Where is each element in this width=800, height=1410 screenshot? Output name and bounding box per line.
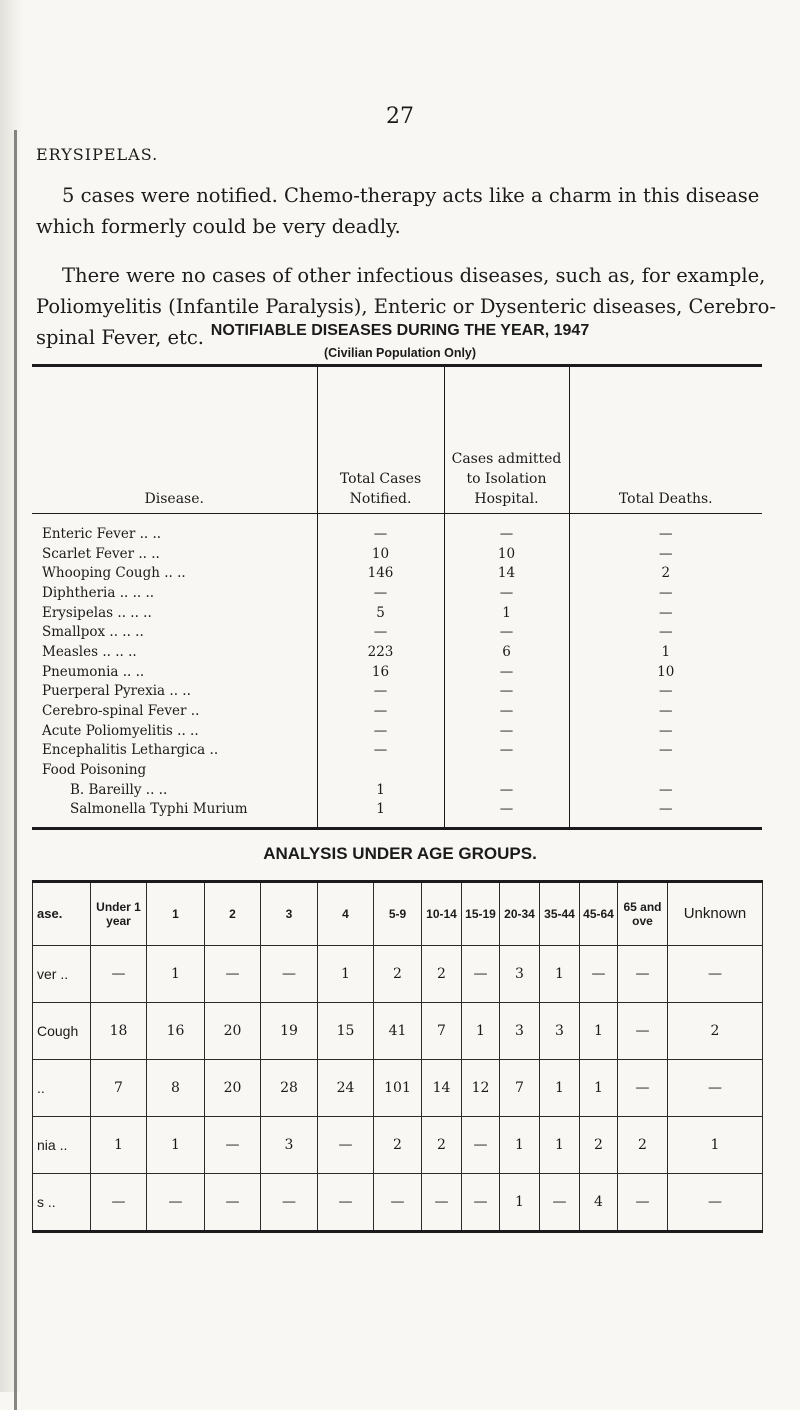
age-count-cell: — [318, 1174, 374, 1232]
age-count-cell: 12 [462, 1060, 500, 1117]
cell-admitted: — [444, 721, 569, 741]
cell-notified: 1 [317, 800, 444, 829]
disease-fragment-cell: ver .. [33, 946, 91, 1003]
age-col-header: 65 and ove [618, 882, 668, 946]
table-row [33, 1174, 763, 1232]
age-count-cell: 1 [540, 1060, 580, 1117]
leader-dots: .. .. [141, 781, 168, 798]
disease-name: Measles [42, 643, 99, 660]
age-count-cell: 15 [318, 1003, 374, 1060]
disease-name-cell [32, 622, 317, 642]
age-count-cell: — [668, 946, 763, 1003]
age-count-cell: 14 [422, 1060, 462, 1117]
cell-admitted: — [444, 622, 569, 642]
table-row [33, 946, 763, 1003]
cell-notified: — [317, 622, 444, 642]
notifiable-table-subtitle: (Civilian Population Only) [323, 346, 477, 360]
leader-dots: .. .. [118, 663, 145, 680]
table-row [32, 682, 762, 702]
leader-dots: .. [186, 703, 200, 720]
table-row [32, 544, 762, 564]
disease-name-cell [32, 514, 317, 544]
age-count-cell: 1 [668, 1117, 763, 1174]
age-col-header: 45-64 [580, 882, 618, 946]
age-count-cell: 2 [374, 1117, 422, 1174]
cell-deaths: — [569, 800, 762, 829]
disease-name: Whooping Cough [42, 565, 160, 582]
age-count-cell: 20 [205, 1060, 261, 1117]
col-header-total-cases: Total Cases Notified. [317, 366, 444, 514]
age-count-cell: — [462, 1117, 500, 1174]
table-row [32, 721, 762, 741]
age-col-header: Under 1 year [91, 882, 147, 946]
age-col-header: 20-34 [500, 882, 540, 946]
age-count-cell: 2 [374, 946, 422, 1003]
cell-admitted: — [444, 662, 569, 682]
col-header-deaths: Total Deaths. [569, 366, 762, 514]
section-heading: ERYSIPELAS. [36, 145, 159, 164]
disease-name: Diphtheria .. [42, 584, 129, 601]
leader-dots: .. .. [128, 584, 155, 601]
cell-deaths: — [569, 583, 762, 603]
col-header-admitted: Cases admitted to Isolation Hospital. [444, 366, 569, 514]
disease-name-cell [32, 760, 317, 780]
age-col-header: 35-44 [540, 882, 580, 946]
age-count-cell: — [618, 1174, 668, 1232]
age-count-cell: 101 [374, 1060, 422, 1117]
age-count-cell: 3 [261, 1117, 318, 1174]
cell-notified: 5 [317, 603, 444, 623]
cell-admitted [444, 760, 569, 780]
age-count-cell: 2 [422, 946, 462, 1003]
age-count-cell: — [668, 1174, 763, 1232]
age-count-cell: 7 [422, 1003, 462, 1060]
age-count-cell: 1 [147, 1117, 205, 1174]
age-col-header: 15-19 [462, 882, 500, 946]
table-row [32, 800, 762, 829]
disease-name: Encephalitis Lethargica [42, 742, 206, 759]
disease-name-cell [32, 544, 317, 564]
cell-notified: — [317, 514, 444, 544]
cell-deaths: — [569, 721, 762, 741]
age-count-cell: 3 [500, 1003, 540, 1060]
disease-name: Scarlet Fever [42, 545, 135, 562]
leader-dots: .. .. [134, 545, 160, 562]
cell-deaths [569, 760, 762, 780]
age-count-cell: — [618, 1060, 668, 1117]
cell-notified: — [317, 741, 444, 761]
age-count-cell: 1 [462, 1003, 500, 1060]
age-count-cell: 1 [500, 1174, 540, 1232]
cell-admitted: — [444, 741, 569, 761]
leader-dots: .. .. [135, 525, 162, 542]
disease-name: Food Poisoning [42, 762, 147, 779]
leader-dots: .. .. .. [98, 643, 137, 660]
cell-notified: 16 [317, 662, 444, 682]
disease-name-cell [32, 800, 317, 829]
disease-name: B. Bareilly [70, 781, 142, 798]
disease-name-cell [32, 662, 317, 682]
table-row [32, 642, 762, 662]
age-count-cell: 1 [318, 946, 374, 1003]
col-header-disease: Disease. [32, 366, 317, 514]
age-count-cell: 16 [147, 1003, 205, 1060]
age-count-cell: 4 [580, 1174, 618, 1232]
table-row [33, 1060, 763, 1117]
age-count-cell: — [618, 946, 668, 1003]
table-header-row [33, 882, 763, 946]
age-table-title: ANALYSIS UNDER AGE GROUPS. [263, 844, 537, 863]
cell-admitted: 1 [444, 603, 569, 623]
age-col-header: 10-14 [422, 882, 462, 946]
disease-name-cell [32, 741, 317, 761]
disease-name-cell [32, 701, 317, 721]
cell-admitted: — [444, 514, 569, 544]
age-count-cell: — [205, 1174, 261, 1232]
cell-deaths: — [569, 741, 762, 761]
cell-deaths: — [569, 682, 762, 702]
leader-dots: .. .. [165, 683, 191, 700]
age-count-cell: 1 [540, 946, 580, 1003]
cell-admitted: 14 [444, 563, 569, 583]
age-groups-table [32, 880, 763, 1233]
age-count-cell: — [91, 1174, 147, 1232]
cell-deaths: — [569, 603, 762, 623]
table-row [32, 701, 762, 721]
age-count-cell: 24 [318, 1060, 374, 1117]
cell-deaths: — [569, 622, 762, 642]
age-count-cell: 1 [91, 1117, 147, 1174]
age-count-cell: — [462, 1174, 500, 1232]
cell-admitted: — [444, 780, 569, 800]
disease-name-cell [32, 583, 317, 603]
cell-deaths: 2 [569, 563, 762, 583]
age-col-header: Unknown [668, 882, 763, 946]
age-count-cell: — [147, 1174, 205, 1232]
age-col-header: 3 [261, 882, 318, 946]
cell-notified: — [317, 583, 444, 603]
age-count-cell: 3 [500, 946, 540, 1003]
table-row [32, 583, 762, 603]
age-count-cell: 3 [540, 1003, 580, 1060]
age-count-cell: 41 [374, 1003, 422, 1060]
table-row [32, 622, 762, 642]
cell-admitted: — [444, 583, 569, 603]
leader-dots: .. .. [125, 604, 152, 621]
age-count-cell: 28 [261, 1060, 318, 1117]
age-count-cell: 1 [147, 946, 205, 1003]
disease-name-cell [32, 603, 317, 623]
cell-notified: 10 [317, 544, 444, 564]
age-count-cell: — [261, 946, 318, 1003]
age-col-header: 4 [318, 882, 374, 946]
cell-admitted: 6 [444, 642, 569, 662]
age-count-cell: 2 [422, 1117, 462, 1174]
age-count-cell: 20 [205, 1003, 261, 1060]
age-count-cell: 19 [261, 1003, 318, 1060]
table-row [33, 1003, 763, 1060]
disease-name: Erysipelas .. [42, 604, 126, 621]
paragraph-other-diseases: There were no cases of other infectious diseases, such as, for example, Poliomyelitis (Infantile Paralysis), Enteric or Dysenteric diseases, Cerebro-spinal Fever, etc. [36, 264, 776, 349]
cell-deaths: 1 [569, 642, 762, 662]
table-row [32, 741, 762, 761]
age-count-cell: — [374, 1174, 422, 1232]
table-row [33, 1117, 763, 1174]
leader-dots: .. .. .. [105, 624, 144, 641]
age-count-cell: 7 [500, 1060, 540, 1117]
disease-name: Puerperal Pyrexia [42, 683, 166, 700]
cell-notified: — [317, 721, 444, 741]
cell-admitted: — [444, 800, 569, 829]
age-count-cell: 2 [580, 1117, 618, 1174]
cell-notified: 223 [317, 642, 444, 662]
cell-admitted: — [444, 701, 569, 721]
disease-name-cell [32, 682, 317, 702]
cell-deaths: — [569, 514, 762, 544]
leader-dots: .. .. [159, 565, 186, 582]
table-row [32, 603, 762, 623]
cell-deaths: — [569, 544, 762, 564]
disease-name: Smallpox [42, 624, 106, 641]
cell-notified: 146 [317, 563, 444, 583]
page-number: 27 [386, 104, 414, 129]
age-count-cell: 7 [91, 1060, 147, 1117]
cell-notified: — [317, 682, 444, 702]
age-count-cell: — [580, 946, 618, 1003]
age-count-cell: — [668, 1060, 763, 1117]
age-count-cell: — [462, 946, 500, 1003]
age-count-cell: — [422, 1174, 462, 1232]
age-col-header: 1 [147, 882, 205, 946]
age-count-cell: — [205, 946, 261, 1003]
age-count-cell: 1 [540, 1117, 580, 1174]
age-count-cell: 8 [147, 1060, 205, 1117]
leader-dots: .. [205, 742, 219, 759]
age-col-header: 5-9 [374, 882, 422, 946]
leader-dots: .. [185, 722, 199, 739]
age-count-cell: — [318, 1117, 374, 1174]
age-count-cell: 1 [580, 1060, 618, 1117]
age-count-cell: — [540, 1174, 580, 1232]
age-count-cell: 2 [668, 1003, 763, 1060]
table-header-row [32, 366, 762, 514]
age-count-cell: — [91, 946, 147, 1003]
disease-name: Salmonella Typhi Murium [70, 801, 248, 818]
disease-fragment-cell: s .. [33, 1174, 91, 1232]
disease-fragment-cell: Cough [33, 1003, 91, 1060]
age-count-cell: — [618, 1003, 668, 1060]
disease-name: Acute Poliomyelitis .. [42, 722, 186, 739]
cell-deaths: — [569, 780, 762, 800]
cell-deaths: 10 [569, 662, 762, 682]
notifiable-table-title: NOTIFIABLE DISEASES DURING THE YEAR, 1947 [210, 322, 590, 339]
disease-fragment-cell: .. [33, 1060, 91, 1117]
table-row [32, 563, 762, 583]
notifiable-diseases-table [32, 364, 762, 830]
age-col-header: ase. [33, 882, 91, 946]
page-binding-edge [0, 0, 22, 1392]
disease-name-cell [32, 780, 317, 800]
age-count-cell: 1 [500, 1117, 540, 1174]
disease-name-cell [32, 642, 317, 662]
table-row [32, 780, 762, 800]
disease-name: Cerebro-spinal Fever [42, 703, 187, 720]
disease-name-cell [32, 721, 317, 741]
cell-notified: — [317, 701, 444, 721]
age-table-body [33, 946, 763, 1232]
disease-name: Enteric Fever [42, 525, 136, 542]
disease-fragment-cell: nia .. [33, 1117, 91, 1174]
age-count-cell: 2 [618, 1117, 668, 1174]
paragraph-erysipelas: 5 cases were notified. Chemo-therapy acts like a charm in this disease which formerly could be very deadly. [36, 184, 760, 238]
cell-notified: 1 [317, 780, 444, 800]
age-count-cell: 1 [580, 1003, 618, 1060]
notifiable-table-body [32, 514, 762, 829]
disease-name-cell [32, 563, 317, 583]
cell-admitted: 10 [444, 544, 569, 564]
cell-notified [317, 760, 444, 780]
age-count-cell: — [205, 1117, 261, 1174]
cell-admitted: — [444, 682, 569, 702]
age-col-header: 2 [205, 882, 261, 946]
disease-name: Pneumonia [42, 663, 119, 680]
table-row [32, 514, 762, 544]
cell-deaths: — [569, 701, 762, 721]
age-count-cell: — [261, 1174, 318, 1232]
age-count-cell: 18 [91, 1003, 147, 1060]
table-row [32, 760, 762, 780]
table-row [32, 662, 762, 682]
